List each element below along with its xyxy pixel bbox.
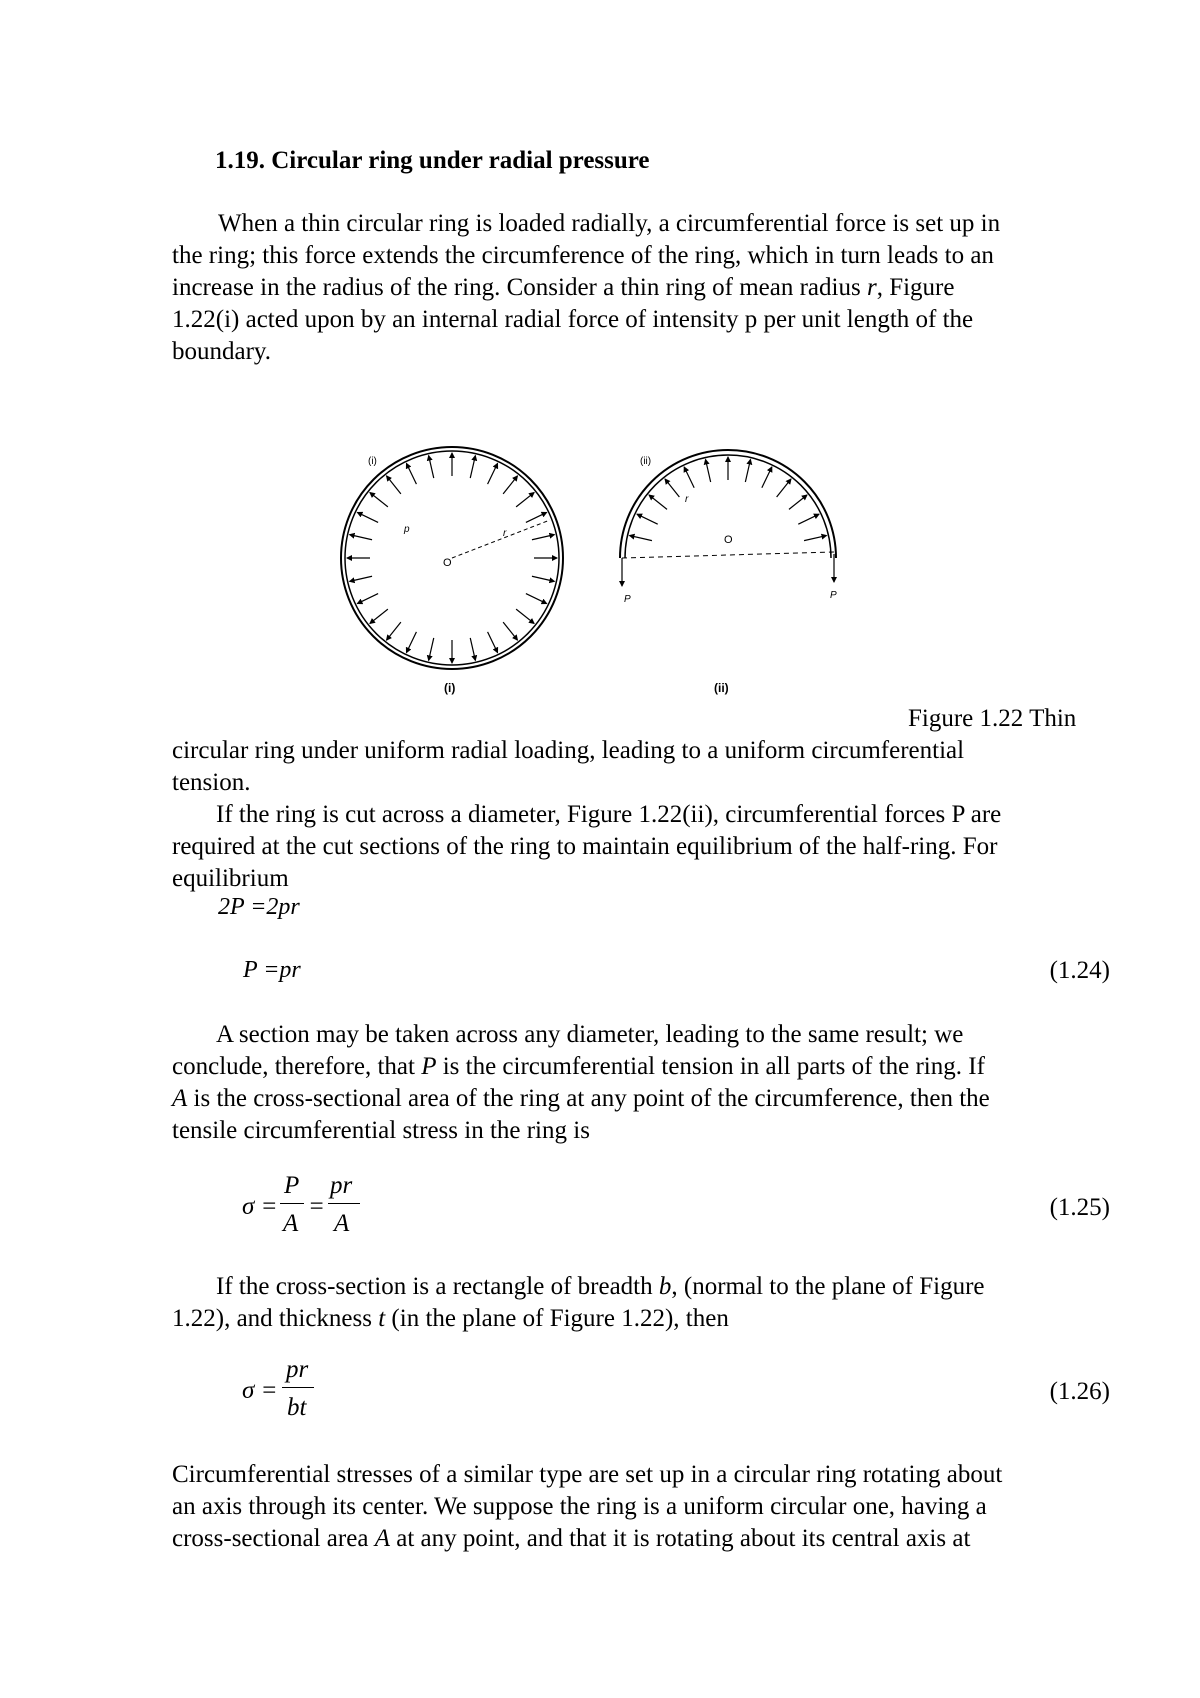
load-arrow — [387, 476, 401, 494]
text-run: is the circumferential tension in all parts of the ring. If — [436, 1053, 985, 1080]
caption-ii: (ii) — [714, 681, 729, 695]
eq-126-lhs: σ = — [242, 1377, 278, 1404]
paragraph-3-line-2 — [172, 1052, 985, 1082]
label-r-half: r — [685, 494, 689, 505]
load-arrow — [406, 632, 416, 653]
text-run: , (normal to the plane of Figure — [671, 1273, 985, 1300]
load-arrow — [526, 594, 547, 604]
load-arrow — [470, 638, 475, 660]
load-arrow — [350, 535, 372, 540]
text-run: cross-sectional area — [172, 1525, 375, 1552]
paragraph-4-line-1 — [216, 1272, 985, 1302]
eq-125-denominator-1: A — [283, 1210, 299, 1237]
equation-number-1-26: (1.26) — [1049, 1378, 1110, 1405]
paragraph-3-line-1: A section may be taken across any diameter, leading to the same result; we — [216, 1021, 964, 1048]
equation-equilibrium: 2P =2pr — [218, 894, 300, 920]
load-arrow — [649, 495, 667, 509]
load-arrow — [406, 463, 416, 484]
fraction-bar — [282, 1387, 314, 1388]
load-arrow — [516, 493, 534, 507]
panel-ii-tag: (ii) — [640, 456, 652, 467]
paragraph-1-line-4: 1.22(i) acted upon by an internal radial force of intensity p per unit length of the — [172, 306, 974, 333]
figure-caption-line-2: circular ring under uniform radial loading, leading to a uniform circumferential — [172, 737, 965, 764]
load-arrow — [429, 456, 434, 478]
paragraph-5-line-2: an axis through its center. We suppose the ring is a uniform circular one, having a — [172, 1493, 987, 1520]
eq-126-denominator: bt — [287, 1394, 307, 1421]
load-arrow — [745, 460, 750, 482]
paragraph-1-line-1: When a thin circular ring is loaded radially, a circumferential force is set up in — [218, 210, 1001, 237]
load-arrow — [532, 576, 554, 581]
radial-load-arrows-half — [630, 457, 827, 541]
text-run: If the cross-section is a rectangle of breadth — [216, 1273, 659, 1300]
panel-i-tag: (i) — [368, 456, 377, 467]
section-heading: 1.19. Circular ring under radial pressure — [215, 147, 650, 174]
paragraph-2-line-3: equilibrium — [172, 865, 289, 892]
text-run: , Figure — [876, 274, 955, 301]
text-run: increase in the radius of the ring. Consider a thin ring of mean radius — [172, 274, 867, 301]
load-arrow — [488, 632, 498, 653]
paragraph-1-line-2: the ring; this force extends the circumference of the ring, which in turn leads to an — [172, 242, 994, 269]
equation-number-1-24: (1.24) — [1049, 957, 1110, 984]
variable-r: r — [866, 274, 877, 301]
load-arrow — [350, 576, 372, 581]
ring-half-panel — [620, 450, 837, 695]
text-run: 1.22), and thickness — [172, 1305, 379, 1332]
load-arrow — [357, 512, 378, 522]
variable-P: P — [421, 1053, 437, 1080]
text-run: is the cross-sectional area of the ring at any point of the circumference, then the — [187, 1085, 990, 1112]
variable-t: t — [378, 1305, 386, 1332]
paragraph-3-line-3 — [172, 1084, 990, 1114]
text-run: conclude, therefore, that — [172, 1053, 422, 1080]
figure-caption-line-3: tension. — [172, 769, 251, 796]
figure-1-22 — [340, 440, 860, 702]
label-r: r — [503, 528, 507, 539]
load-arrow — [762, 467, 772, 488]
load-arrow — [370, 609, 388, 623]
paragraph-4-line-2 — [172, 1304, 729, 1334]
label-p-right: P — [830, 590, 837, 601]
label-o-half: O — [724, 534, 733, 546]
eq-125-numerator-2: pr — [330, 1172, 353, 1199]
text-run: (in the plane of Figure 1.22), then — [385, 1305, 729, 1332]
caption-i: (i) — [444, 681, 456, 695]
eq-126-numerator: pr — [286, 1356, 309, 1383]
eq-125-denominator-2: A — [334, 1210, 350, 1237]
load-arrow — [798, 514, 819, 524]
load-arrow — [706, 460, 711, 482]
paragraph-2-line-2: required at the cut sections of the ring to maintain equilibrium of the half-ring. For — [172, 833, 998, 860]
load-arrow — [470, 456, 475, 478]
variable-A: A — [172, 1085, 188, 1112]
fraction-bar — [280, 1203, 304, 1204]
variable-A: A — [374, 1525, 390, 1552]
load-arrow — [630, 536, 652, 541]
load-arrow — [357, 594, 378, 604]
load-arrow — [684, 467, 694, 488]
label-o-center: O — [443, 557, 452, 569]
paragraph-5-line-1: Circumferential stresses of a similar type are set up in a circular ring rotating about — [172, 1461, 1003, 1488]
load-arrow — [804, 536, 826, 541]
paragraph-5-line-3 — [172, 1524, 970, 1554]
fraction-bar — [328, 1203, 360, 1204]
diameter-cut-line — [622, 552, 834, 558]
load-arrow — [777, 479, 791, 497]
load-arrow — [526, 512, 547, 522]
eq-125-mid: = — [308, 1193, 325, 1220]
label-p: p — [404, 524, 410, 535]
load-arrow — [503, 622, 517, 640]
load-arrow — [370, 493, 388, 507]
text-run: at any point, and that it is rotating about its central axis at — [389, 1525, 971, 1552]
load-arrow — [789, 495, 807, 509]
variable-b: b — [658, 1273, 672, 1300]
load-arrow — [429, 638, 434, 660]
eq-125-numerator-1: P — [284, 1172, 300, 1199]
equation-number-1-25: (1.25) — [1049, 1194, 1110, 1221]
load-arrow — [637, 514, 658, 524]
load-arrow — [488, 463, 498, 484]
load-arrow — [532, 535, 554, 540]
equation-1-24: P =pr — [243, 957, 301, 983]
paragraph-1-line-5: boundary. — [172, 338, 272, 365]
load-arrow — [503, 476, 517, 494]
ring-full-panel — [341, 447, 563, 695]
paragraph-1-line-3 — [172, 273, 954, 303]
load-arrow — [387, 622, 401, 640]
load-arrow — [516, 609, 534, 623]
label-p-left: P — [624, 594, 631, 605]
paragraph-2-line-1: If the ring is cut across a diameter, Figure 1.22(ii), circumferential forces P are — [216, 801, 1002, 828]
eq-125-lhs: σ = — [242, 1193, 278, 1220]
load-arrow — [665, 479, 679, 497]
figure-caption-line-1: Figure 1.22 Thin — [908, 705, 1077, 732]
paragraph-3-line-4: tensile circumferential stress in the ring is — [172, 1117, 590, 1144]
